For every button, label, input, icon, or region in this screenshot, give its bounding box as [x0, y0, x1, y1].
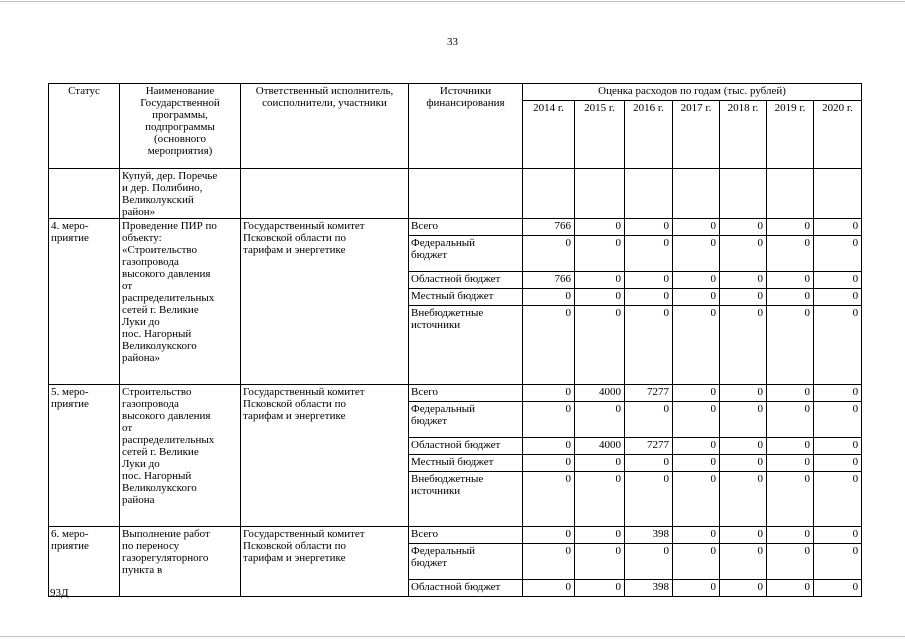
expense-value: 0 [673, 544, 720, 580]
expense-value: 0 [814, 306, 862, 385]
expense-value: 0 [673, 438, 720, 455]
expense-value: 0 [673, 527, 720, 544]
expense-value: 0 [673, 385, 720, 402]
expense-value: 0 [767, 438, 814, 455]
expense-value: 766 [523, 219, 575, 236]
funding-source-label: Областной бюджет [409, 438, 523, 455]
funding-source-label: Внебюджетные источники [409, 306, 523, 385]
group-status: 4. меро- приятие [49, 219, 120, 385]
continuation-value [720, 169, 767, 219]
expense-value: 0 [767, 236, 814, 272]
continuation-value [625, 169, 673, 219]
header-year: 2019 г. [767, 101, 814, 169]
expense-value: 0 [575, 289, 625, 306]
funding-source-label: Местный бюджет [409, 455, 523, 472]
expense-value: 0 [814, 472, 862, 527]
header-row [49, 84, 862, 101]
expense-value: 0 [625, 236, 673, 272]
expense-value: 0 [625, 289, 673, 306]
continuation-row [49, 169, 862, 219]
funding-source-label: Всего [409, 219, 523, 236]
header-year: 2014 г. [523, 101, 575, 169]
continuation-value [767, 169, 814, 219]
expense-value: 0 [814, 272, 862, 289]
expense-value: 0 [814, 402, 862, 438]
expense-value: 0 [814, 438, 862, 455]
expense-value: 0 [767, 472, 814, 527]
expense-value: 0 [767, 272, 814, 289]
expense-value: 0 [720, 438, 767, 455]
header-program-name: Наименование Государственной программы, подпрограммы (основного мероприятия) [120, 84, 241, 169]
page-top-edge [0, 1, 905, 2]
budget-table [48, 83, 862, 597]
expense-value: 0 [625, 219, 673, 236]
expense-value: 0 [673, 272, 720, 289]
header-executor: Ответственный исполнитель, соисполнители, участники [241, 84, 409, 169]
expense-value: 0 [814, 455, 862, 472]
expense-value: 0 [720, 544, 767, 580]
expense-value: 0 [575, 472, 625, 527]
expense-value: 0 [523, 289, 575, 306]
expense-value: 4000 [575, 385, 625, 402]
group-program-name: Выполнение работ по переносу газорегуляторного пункта в [120, 527, 241, 597]
expense-value: 0 [673, 236, 720, 272]
continuation-status [49, 169, 120, 219]
expense-value: 0 [673, 472, 720, 527]
expense-value: 0 [575, 219, 625, 236]
expense-value: 0 [575, 402, 625, 438]
group-executor: Государственный комитет Псковской области по тарифам и энергетике [241, 385, 409, 527]
continuation-source [409, 169, 523, 219]
expense-value: 0 [523, 236, 575, 272]
continuation-value [673, 169, 720, 219]
expense-value: 0 [720, 455, 767, 472]
header-year: 2020 г. [814, 101, 862, 169]
expense-value: 0 [767, 455, 814, 472]
expense-value: 0 [673, 580, 720, 597]
expense-value: 0 [523, 527, 575, 544]
expense-value: 0 [575, 527, 625, 544]
expense-value: 0 [625, 472, 673, 527]
expense-value: 0 [767, 306, 814, 385]
funding-source-label: Всего [409, 385, 523, 402]
group-status: 5. меро- приятие [49, 385, 120, 527]
expense-value: 0 [767, 544, 814, 580]
expense-value: 0 [720, 385, 767, 402]
expense-value: 0 [720, 272, 767, 289]
group-program-name: Строительство газопровода высокого давления от распределительных сетей г. Великие Луки до пос. Нагорный Великолукского района [120, 385, 241, 527]
expense-value: 0 [814, 527, 862, 544]
page-number: 33 [447, 36, 458, 48]
expense-value: 0 [767, 289, 814, 306]
continuation-name: Купуй, дер. Поречье и дер. Полибино, Великолукский район» [120, 169, 241, 219]
funding-source-label: Всего [409, 527, 523, 544]
expense-value: 0 [523, 306, 575, 385]
expense-value: 0 [575, 580, 625, 597]
group-executor: Государственный комитет Псковской области по тарифам и энергетике [241, 219, 409, 385]
group-program-name: Проведение ПИР по объекту: «Строительство газопровода высокого давления от распределительных сетей г. Великие Луки до пос. Нагорный Великолукского района» [120, 219, 241, 385]
expense-value: 398 [625, 580, 673, 597]
continuation-executor [241, 169, 409, 219]
expense-value: 0 [720, 580, 767, 597]
expense-value: 7277 [625, 438, 673, 455]
expense-value: 766 [523, 272, 575, 289]
header-expense-estimate: Оценка расходов по годам (тыс. рублей) [523, 84, 862, 101]
header-funding-sources: Источники финансирования [409, 84, 523, 169]
expense-value: 0 [673, 455, 720, 472]
expense-value: 0 [625, 306, 673, 385]
expense-value: 0 [673, 402, 720, 438]
expense-value: 0 [575, 272, 625, 289]
expense-value: 0 [523, 544, 575, 580]
expense-value: 0 [523, 385, 575, 402]
group-executor: Государственный комитет Псковской области по тарифам и энергетике [241, 527, 409, 597]
expense-value: 0 [720, 306, 767, 385]
expense-value: 0 [625, 544, 673, 580]
header-year: 2017 г. [673, 101, 720, 169]
continuation-value [575, 169, 625, 219]
expense-value: 0 [523, 438, 575, 455]
funding-source-label: Областной бюджет [409, 580, 523, 597]
expense-value: 0 [814, 580, 862, 597]
header-year: 2018 г. [720, 101, 767, 169]
group-status: 6. меро- приятие [49, 527, 120, 597]
continuation-value [523, 169, 575, 219]
funding-row [49, 527, 862, 544]
expense-value: 4000 [575, 438, 625, 455]
expense-value: 0 [767, 527, 814, 544]
expense-value: 0 [523, 402, 575, 438]
expense-value: 7277 [625, 385, 673, 402]
expense-value: 0 [625, 272, 673, 289]
page-bottom-edge [0, 636, 905, 637]
expense-value: 0 [814, 385, 862, 402]
funding-row [49, 385, 862, 402]
expense-value: 0 [523, 580, 575, 597]
expense-value: 0 [625, 402, 673, 438]
expense-value: 0 [720, 236, 767, 272]
expense-value: 0 [575, 544, 625, 580]
expense-value: 0 [673, 219, 720, 236]
expense-value: 0 [814, 219, 862, 236]
expense-value: 0 [673, 289, 720, 306]
expense-value: 0 [814, 289, 862, 306]
expense-value: 0 [720, 289, 767, 306]
expense-value: 398 [625, 527, 673, 544]
funding-source-label: Федеральный бюджет [409, 236, 523, 272]
document-code: 93Д [50, 587, 69, 599]
funding-row [49, 219, 862, 236]
expense-value: 0 [720, 472, 767, 527]
header-year: 2015 г. [575, 101, 625, 169]
funding-source-label: Внебюджетные источники [409, 472, 523, 527]
continuation-value [814, 169, 862, 219]
expense-value: 0 [720, 527, 767, 544]
expense-value: 0 [523, 455, 575, 472]
funding-source-label: Федеральный бюджет [409, 402, 523, 438]
expense-value: 0 [625, 455, 673, 472]
expense-value: 0 [720, 402, 767, 438]
header-year: 2016 г. [625, 101, 673, 169]
expense-value: 0 [767, 219, 814, 236]
expense-value: 0 [767, 385, 814, 402]
expense-value: 0 [814, 544, 862, 580]
funding-source-label: Федеральный бюджет [409, 544, 523, 580]
expense-value: 0 [720, 219, 767, 236]
funding-source-label: Областной бюджет [409, 272, 523, 289]
expense-value: 0 [814, 236, 862, 272]
expense-value: 0 [575, 236, 625, 272]
expense-value: 0 [767, 580, 814, 597]
expense-value: 0 [575, 306, 625, 385]
header-status: Статус [49, 84, 120, 169]
expense-value: 0 [767, 402, 814, 438]
expense-value: 0 [673, 306, 720, 385]
expense-value: 0 [523, 472, 575, 527]
expense-value: 0 [575, 455, 625, 472]
funding-source-label: Местный бюджет [409, 289, 523, 306]
